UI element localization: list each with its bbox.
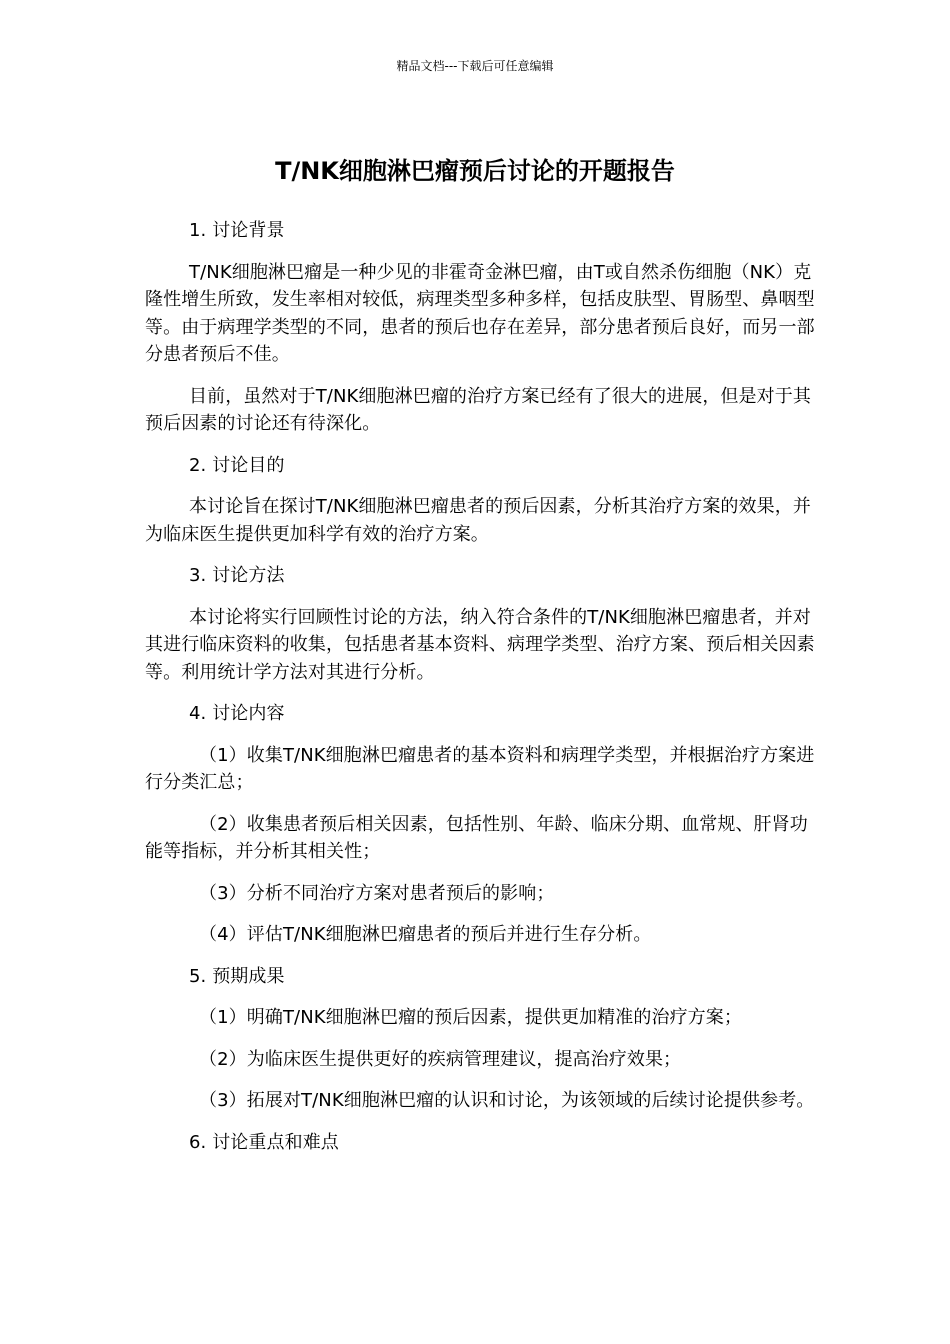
list-item-outcome-2: （2）为临床医生提供更好的疾病管理建议，提高治疗效果； bbox=[199, 1048, 682, 1070]
section-heading-background: 1. 讨论背景 bbox=[189, 220, 285, 241]
list-item-outcome-3: （3）拓展对T/NK细胞淋巴瘤的认识和讨论，为该领域的后续讨论提供参考。 bbox=[199, 1090, 815, 1111]
paragraph-purpose: 本讨论旨在探讨T/NK细胞淋巴瘤患者的预后因素，分析其治疗方案的效果，并为临床医生提供更加科学有效的治疗方案。 bbox=[145, 496, 811, 545]
list-item-content-3: （3）分析不同治疗方案对患者预后的影响； bbox=[199, 882, 555, 904]
document-body bbox=[145, 217, 815, 1170]
list-item-content-4: （4）评估T/NK细胞淋巴瘤患者的预后并进行生存分析。 bbox=[199, 924, 652, 945]
section-heading-method: 3. 讨论方法 bbox=[189, 565, 285, 586]
paragraph-background-current: 目前，虽然对于T/NK细胞淋巴瘤的治疗方案已经有了很大的进展，但是对于其预后因素的讨论还有待深化。 bbox=[145, 385, 811, 434]
page-header: 精品文档---下载后可任意编辑 bbox=[396, 59, 554, 73]
list-item-content-1: （1）收集T/NK细胞淋巴瘤患者的基本资料和病理学类型，并根据治疗方案进行分类汇总； bbox=[145, 744, 815, 793]
paragraph-method: 本讨论将实行回顾性讨论的方法，纳入符合条件的T/NK细胞淋巴瘤患者，并对其进行临床资料的收集，包括患者基本资料、病理学类型、治疗方案、预后相关因素等。利用统计学方法对其进行分析。 bbox=[145, 606, 815, 683]
document-title: T/NK细胞淋巴瘤预后讨论的开题报告 bbox=[275, 157, 675, 186]
section-heading-purpose: 2. 讨论目的 bbox=[189, 454, 285, 476]
section-heading-outcomes: 5. 预期成果 bbox=[189, 965, 285, 987]
list-item-content-2: （2）收集患者预后相关因素，包括性别、年龄、临床分期、血常规、肝肾功能等指标，并分析其相关性； bbox=[145, 813, 808, 862]
section-heading-content: 4. 讨论内容 bbox=[189, 703, 285, 724]
list-item-outcome-1: （1）明确T/NK细胞淋巴瘤的预后因素，提供更加精准的治疗方案； bbox=[199, 1007, 742, 1028]
section-heading-key-points: 6. 讨论重点和难点 bbox=[189, 1131, 339, 1153]
paragraph-background-intro: T/NK细胞淋巴瘤是一种少见的非霍奇金淋巴瘤，由T或自然杀伤细胞（NK）克隆性增生所致，发生率相对较低，病理类型多种多样，包括皮肤型、胃肠型、鼻咽型等。由于病理学类型的不同，患者的预后也存在差异，部分患者预后良好，而另一部分患者预后不佳。 bbox=[145, 261, 815, 365]
